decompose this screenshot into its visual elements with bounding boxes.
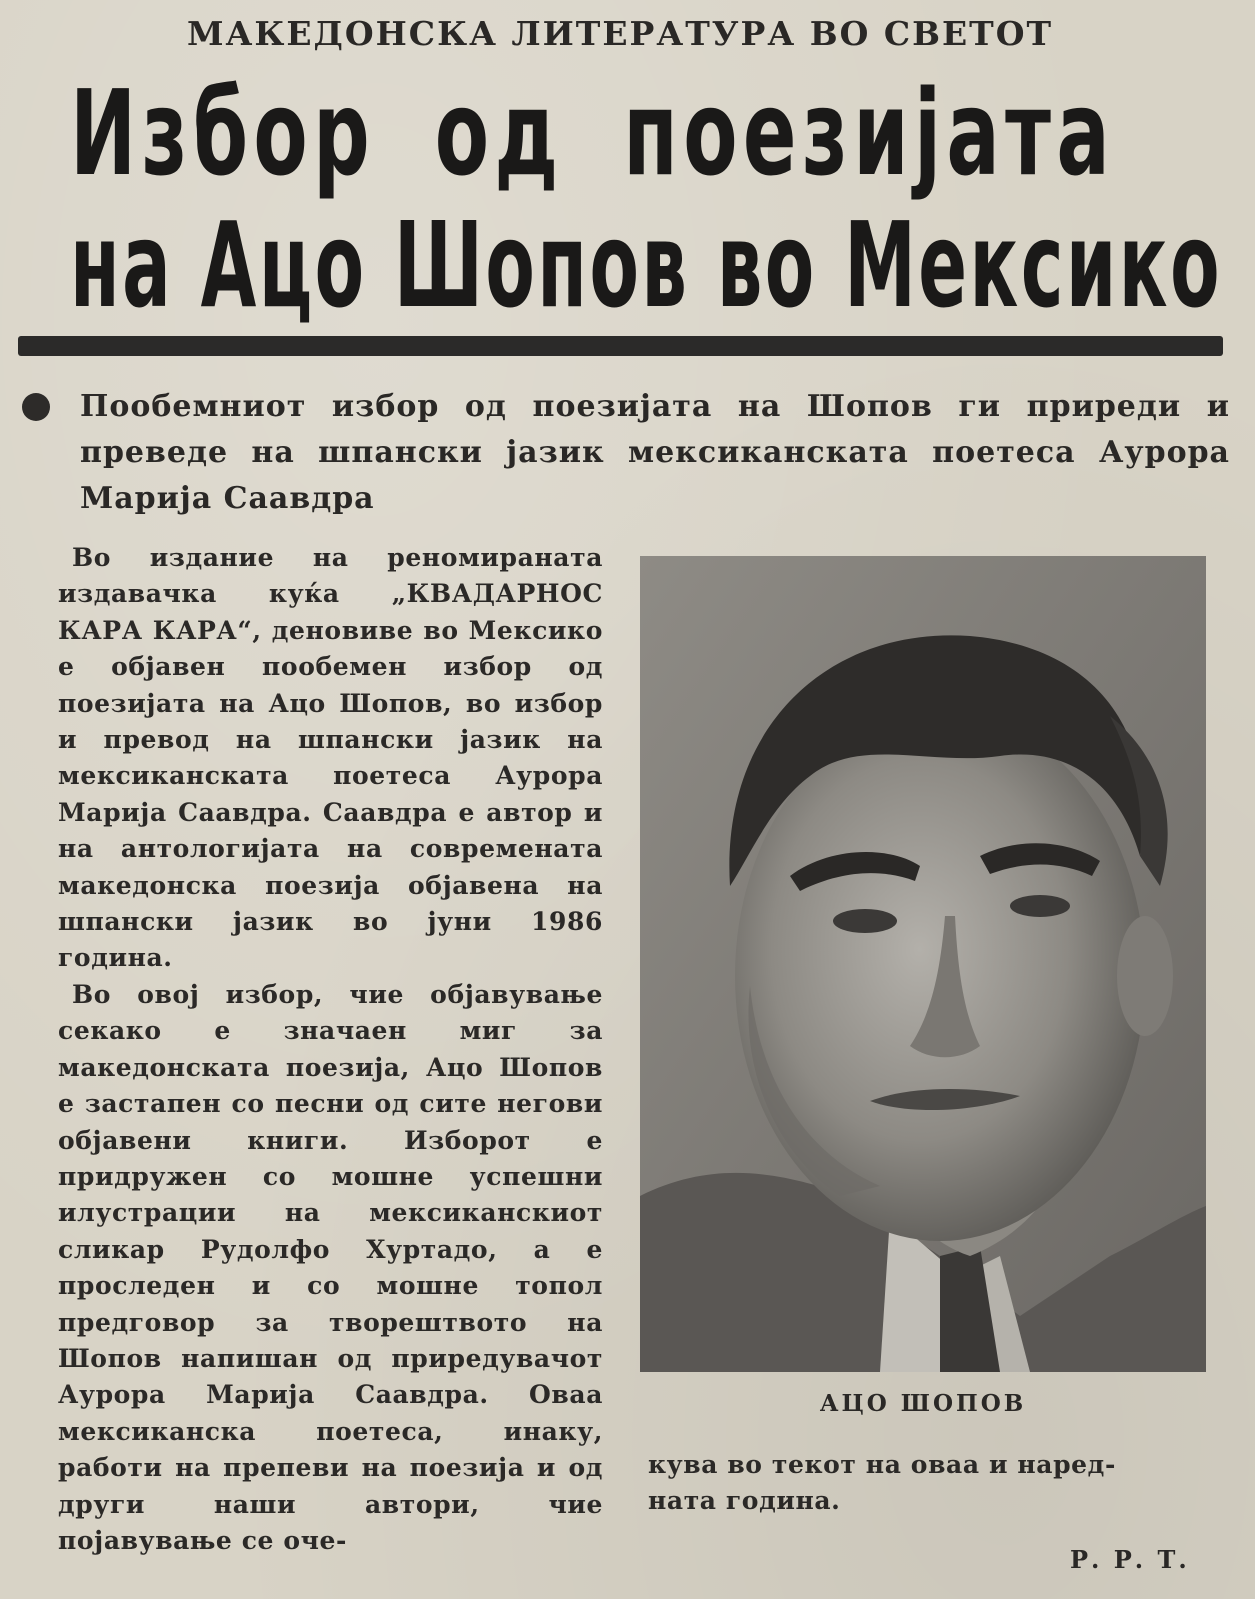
- portrait-photo: [640, 556, 1206, 1372]
- lead-paragraph: Пообемниот избор од поезијата на Шопов ги приреди и преведе на шпански јазик мексиканската поетеса Аурора Марија Саавдра: [80, 389, 1230, 516]
- headline-line-2: на Ацо Шопов во Мексико: [70, 196, 1222, 334]
- headline-line-1: Избор од поезијата: [70, 64, 1116, 202]
- headline-rule: [18, 336, 1223, 356]
- lead-bullet-icon: [22, 393, 50, 421]
- author-signature: Р. Р. Т.: [1070, 1545, 1190, 1574]
- body-paragraph-2: Во овој избор, чие објавување секако е значаен миг за македонската поезија, Ацо Шопов е застапен со песни од сите негови објавени книги. Изборот е придружен со мошне успешни илустрации на мексиканскиот сликар Рудолфо Хуртадо, а е проследен и со мошне топол предговор за творештвото на Шопов напишан од приредувачот Аурора Марија Саавдра. Оваа мексиканска поетеса, инаку, работи на препеви на поезија и од други наши автори, чие појавување се оче-: [58, 979, 603, 1555]
- section-kicker: МАКЕДОНСКА ЛИТЕРАТУРА ВО СВЕТОТ: [186, 14, 1054, 53]
- body-paragraph-1: Во издание на реномираната издавачка куќа „КВАДАРНОС КАРА КАРА“, деновиве во Мексико е објавен пообемен избор од поезијата на Ацо Шопов, во избор и превод на шпански јазик на мексиканската поетеса Аурора Марија Саавдра. Саавдра е автор и на антологијата на современата македонска поезија објавена на шпански јазик во јуни 1986 година.: [58, 543, 603, 973]
- article-body: [58, 540, 603, 1559]
- photo-caption: АЦО ШОПОВ: [819, 1390, 1027, 1417]
- portrait-illustration: [640, 556, 1206, 1372]
- continuation-line-2: ната година.: [648, 1486, 841, 1516]
- article-continuation: [648, 1447, 1208, 1520]
- continuation-line-1: кува во текот на оваа и наред-: [648, 1450, 1116, 1479]
